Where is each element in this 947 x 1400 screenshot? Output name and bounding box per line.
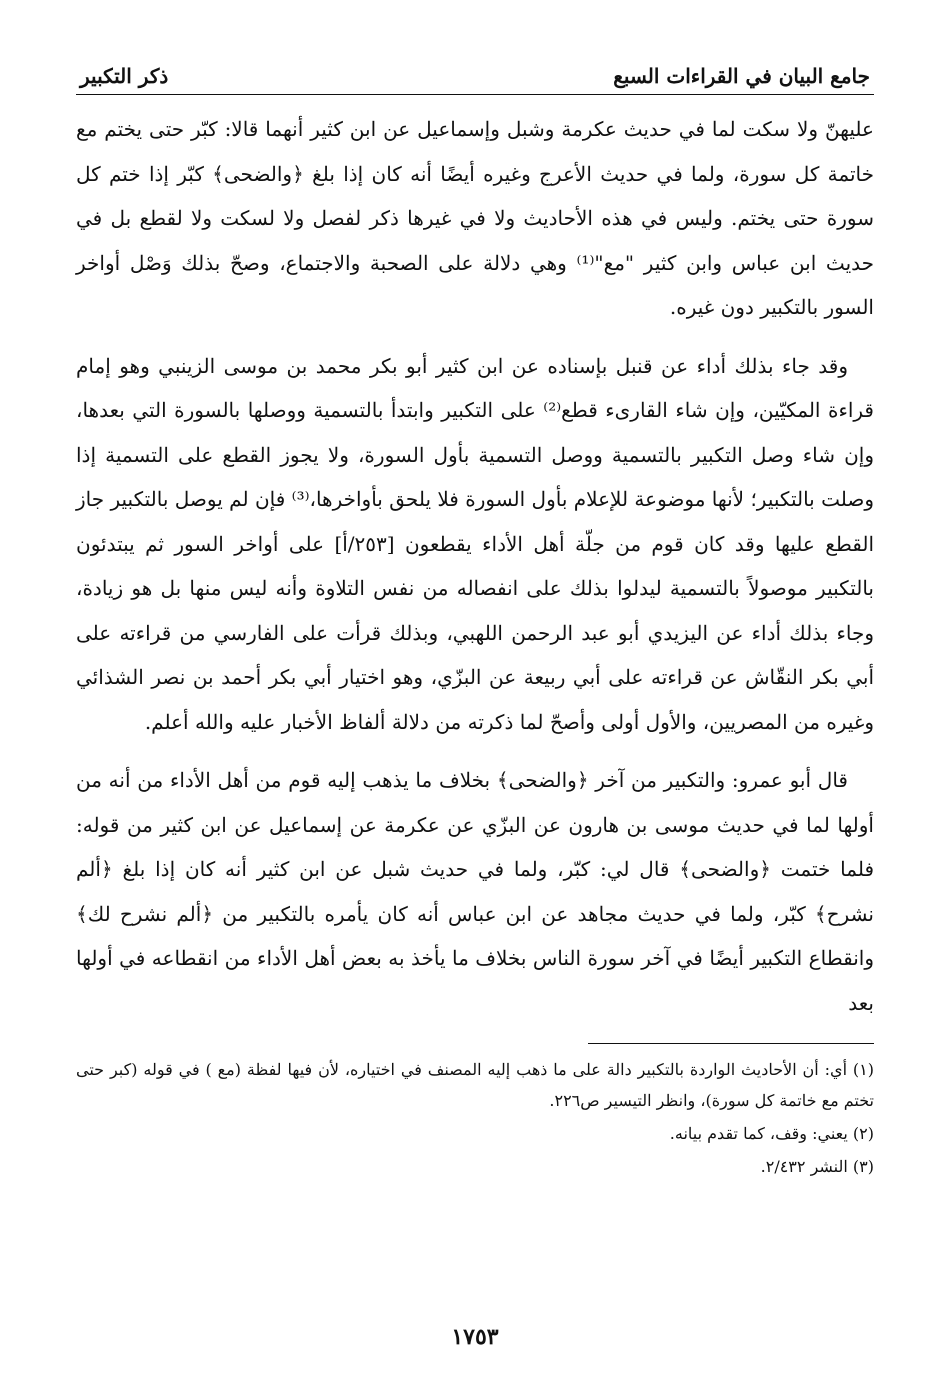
page-number: ١٧٥٣: [451, 1324, 499, 1350]
paragraph-3: قال أبو عمرو: والتكبير من آخر ﴿والضحى﴾ بخلاف ما يذهب إليه قوم من أهل الأداء من أنه من أولها لما في حديث موسى بن هارون عن البزّي عن عكرمة عن إسماعيل عن ابن كثير من قوله: فلما ختمت ﴿والضحى﴾ قال لي: كبّر، ولما في حديث شبل عن ابن كثير أنه كان إذا بلغ ﴿ألم نشرح﴾ كبّر، ولما في حديث مجاهد عن ابن عباس أنه كان يأمره بالتكبير من ﴿ألم نشرح لك﴾ وانقطاع التكبير أيضًا في آخر سورة الناس بخلاف ما يأخذ به بعض أهل الأداء من انقطاعه في أولها بعد: [76, 768, 874, 1015]
paragraph-1: عليهنّ ولا سكت لما في حديث عكرمة وشبل وإسماعيل عن ابن كثير أنهما قالا: كبّر حتى يختم مع خاتمة كل سورة، ولما في حديث الأعرج وغيره أيضًا أنه كان إذا بلغ ﴿والضحى﴾ كبّر إذا ختم كل سورة حتى يختم. وليس في هذه الأحاديث ولا في غيرها ذكر لفصل ولا لسكت ولا لقطع بل في حديث ابن عباس وابن كثير "مع"⁽¹⁾ وهي دلالة على الصحبة والاجتماع، وصحّ بذلك وَصْل أواخر السور بالتكبير دون غيره.: [76, 117, 874, 319]
footnote-2: (٢) يعني: وقف، كما تقدم بيانه.: [669, 1124, 874, 1143]
main-text: [76, 107, 874, 1025]
book-page: [76, 56, 874, 1366]
chapter-title: ذكر التكبير: [80, 64, 169, 88]
running-header: [76, 56, 874, 88]
book-title: جامع البيان في القراءات السبع: [613, 64, 870, 88]
footnote-separator: [588, 1043, 874, 1044]
header-rule: [76, 94, 874, 95]
footnote-1: (١) أي: أن الأحاديث الواردة بالتكبير دالة على ما ذهب إليه المصنف في اختياره، لأن فيها لفظة (مع ) في قوله (كبر حتى تختم مع خاتمة كل سورة)، وانظر التيسير ص٢٢٦.: [76, 1060, 874, 1110]
footnote-3: (٣) النشر ٢/٤٣٢.: [760, 1157, 874, 1176]
footnotes: [76, 1054, 874, 1182]
paragraph-2: وقد جاء بذلك أداء عن قنبل بإسناده عن ابن كثير أبو بكر محمد بن موسى الزينبي وهو إمام قراءة المكيّين، وإن شاء القارىء قطع⁽²⁾ على التكبير وابتدأ بالتسمية ووصلها بالسورة التي بعدها، وإن شاء وصل التكبير بالتسمية ووصل التسمية بأول السورة، ولا يجوز القطع على التسمية إذا وصلت بالتكبير؛ لأنها موضوعة للإعلام بأول السورة فلا يلحق بأواخرها،⁽³⁾ فإن لم يوصل بالتكبير جاز القطع عليها وقد كان قوم من جلّة أهل الأداء يقطعون [٢٥٣/أ] على أواخر السور ثم يبتدئون بالتكبير موصولاً بالتسمية ليدلوا بذلك على انفصاله من نفس التلاوة وأنه ليس منها بل هو زيادة، وجاء بذلك أداء عن اليزيدي أبو عبد الرحمن اللهبي، وبذلك قرأت على الفارسي من قراءته على أبي بكر النقّاش عن قراءته على أبي ربيعة عن البزّي، وهو اختيار أبي بكر أحمد بن نصر الشذائي وغيره من المصريين، والأول أولى وأصحّ لما ذكرته من دلالة ألفاظ الأخبار عليه والله أعلم.: [76, 353, 875, 734]
